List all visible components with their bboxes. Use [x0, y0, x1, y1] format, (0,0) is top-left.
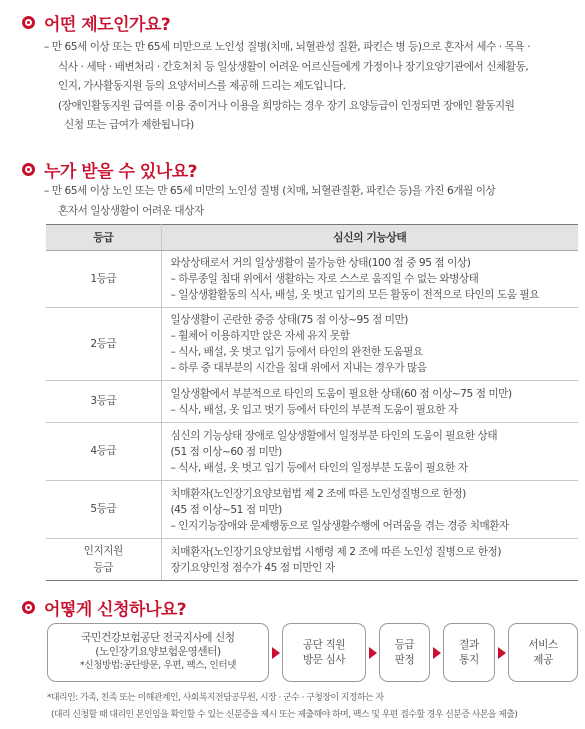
- desc-line: 치매환자(노인장기요양보험법 시행령 제 2 조에 따른 노인성 질병으로 한정): [170, 545, 502, 558]
- step-line: 판정: [394, 653, 415, 666]
- grade-table: [46, 224, 578, 581]
- step-service: [508, 623, 578, 682]
- section-title-how: [22, 595, 186, 620]
- section3-title: 어떻게 신청하나요?: [44, 600, 187, 620]
- grade-cell: 2등급: [46, 308, 161, 381]
- step-result-notice: [443, 623, 495, 682]
- header-grade: 등급: [46, 225, 161, 251]
- step-apply: [47, 623, 269, 682]
- section1-title: 어떤 제도인가요?: [44, 15, 171, 35]
- section1-line: – 만 65세 이상 또는 만 65세 미만으로 노인성 질병(치매, 뇌혈관성 질환, 파킨슨 병 등)으로 혼자서 세수 · 목욕 ·: [44, 41, 531, 53]
- arrow-right-icon: [272, 647, 280, 659]
- section1-line: 식사 · 세탁 · 배변처리 · 간호처치 등 일상생활이 어려운 어르신들에게 가정이나 장기요양기관에서 신체활동,: [58, 60, 529, 73]
- arrow-right-icon: [498, 647, 506, 659]
- grade-cell: 4등급: [46, 423, 161, 481]
- table-row: [46, 308, 578, 381]
- footnote-line: *대리인: 가족, 친족 또는 이해관계인, 사회복지전담공무원, 시장 · 군수 · 구청장이 지정하는 자: [47, 693, 384, 703]
- step-line: 통지: [459, 653, 479, 666]
- step-line: 공단 직원: [302, 638, 346, 651]
- section2-title: 누가 받을 수 있나요?: [44, 162, 197, 182]
- table-row: [46, 423, 578, 481]
- step-visit-review: [282, 623, 366, 682]
- desc-line: (51 점 이상~60 점 미만): [170, 445, 282, 458]
- section1-line: 신청 또는 급여가 제한됩니다): [64, 119, 194, 131]
- desc-line: – 식사, 배설, 옷 입고 벗기 등에서 타인의 부분적 도움이 필요한 자: [170, 403, 458, 416]
- grade-cell: 3등급: [46, 381, 161, 423]
- step-line: 등급: [394, 638, 415, 651]
- section1-paragraph: [44, 38, 530, 136]
- header-function: 심신의 기능상태: [161, 225, 578, 251]
- section-title-who: [22, 157, 197, 182]
- desc-line: 일상생활에서 부분적으로 타인의 도움이 필요한 상태(60 점 이상~75 점 미만): [170, 387, 512, 400]
- grade-cell: 인지지원 등급: [46, 539, 161, 581]
- arrow-right-icon: [369, 647, 377, 659]
- desc-line: – 하루 중 대부분의 시간을 침대 위에서 지내는 경우가 많음: [170, 362, 427, 374]
- footnote: [47, 690, 517, 724]
- step-line: *신청방법:공단방문, 우편, 팩스, 인터넷: [79, 660, 237, 672]
- desc-line: 와상상태로서 거의 일상생활이 불가능한 상태(100 점 중 95 점 이상): [170, 257, 471, 269]
- grade-cell: 1등급: [46, 251, 161, 308]
- target-bullet-icon: [22, 163, 35, 176]
- table-header-row: [46, 225, 578, 251]
- section-title-what: [22, 10, 170, 35]
- desc-line: – 하루종일 침대 위에서 생활하는 자로 스스로 움직일 수 없는 와병상태: [170, 273, 479, 285]
- section1-line: 인지, 가사활동지원 등의 요양서비스를 제공해 드리는 제도입니다.: [58, 80, 346, 92]
- step-line: (노인장기요양보험운영센터): [95, 645, 221, 658]
- table-row: [46, 251, 578, 308]
- footnote-line: (대리 신청할 때 대리인 본인임을 확인할 수 있는 신분증을 제시 또는 제출해야 하며, 팩스 및 우편 접수할 경우 신분증 사본을 제출): [51, 710, 518, 720]
- desc-cell: [161, 251, 578, 308]
- desc-cell: [161, 308, 578, 381]
- desc-line: 일상생활이 곤란한 중증 상태(75 점 이상~95 점 미만): [170, 314, 408, 326]
- desc-cell: [161, 423, 578, 481]
- section2-paragraph: [44, 182, 495, 221]
- desc-line: – 식사, 배설, 옷 벗고 입기 등에서 타인의 일정부분 도움이 필요한 자: [170, 461, 468, 474]
- desc-line: – 휠체어 이용하지만 앉은 자세 유지 못함: [170, 330, 350, 342]
- step-line: 결과: [459, 638, 479, 651]
- step-line: 서비스: [528, 638, 558, 651]
- desc-cell: [161, 481, 578, 539]
- desc-line: 치매환자(노인장기요양보험법 제 2 조에 따른 노인성질병으로 한정): [170, 487, 466, 500]
- target-bullet-icon: [22, 16, 35, 29]
- desc-line: – 인지기능장애와 문제행동으로 일상생활수행에 어려움을 겪는 경증 치매환자: [170, 519, 509, 532]
- arrow-right-icon: [433, 647, 441, 659]
- grade-cell: 5등급: [46, 481, 161, 539]
- section1-line: (장애인활동지원 급여를 이용 중이거나 이용을 희망하는 경우 장기 요양등급이 인정되면 장애인 활동지원: [58, 99, 515, 112]
- desc-line: – 일상생활활동의 식사, 배설, 옷 벗고 입기의 모든 활동이 전적으로 타인의 도움 필요: [170, 289, 540, 301]
- table-row: [46, 539, 578, 581]
- desc-cell: [161, 381, 578, 423]
- desc-line: (45 점 이상~51 점 미만): [170, 503, 282, 516]
- desc-line: – 식사, 배설, 옷 벗고 입기 등에서 타인의 완전한 도움필요: [170, 346, 423, 358]
- step-grade-decision: [379, 623, 430, 682]
- desc-line: 장기요양인정 점수가 45 점 미만인 자: [170, 561, 335, 574]
- table-row: [46, 481, 578, 539]
- step-line: 국민건강보험공단 전국지사에 신청: [81, 632, 235, 645]
- desc-line: 심신의 기능상태 장애로 일상생활에서 일정부분 타인의 도움이 필요한 상태: [170, 429, 498, 442]
- step-line: 제공: [533, 653, 553, 666]
- table-row: [46, 381, 578, 423]
- desc-cell: [161, 539, 578, 581]
- target-bullet-icon: [22, 601, 35, 614]
- step-line: 방문 심사: [302, 653, 346, 666]
- section2-line: 혼자서 일상생활이 어려운 대상자: [58, 204, 204, 217]
- section2-line: – 만 65세 이상 노인 또는 만 65세 미만의 노인성 질병 (치매, 뇌혈관질환, 파킨슨 등)을 가진 6개월 이상: [44, 185, 496, 197]
